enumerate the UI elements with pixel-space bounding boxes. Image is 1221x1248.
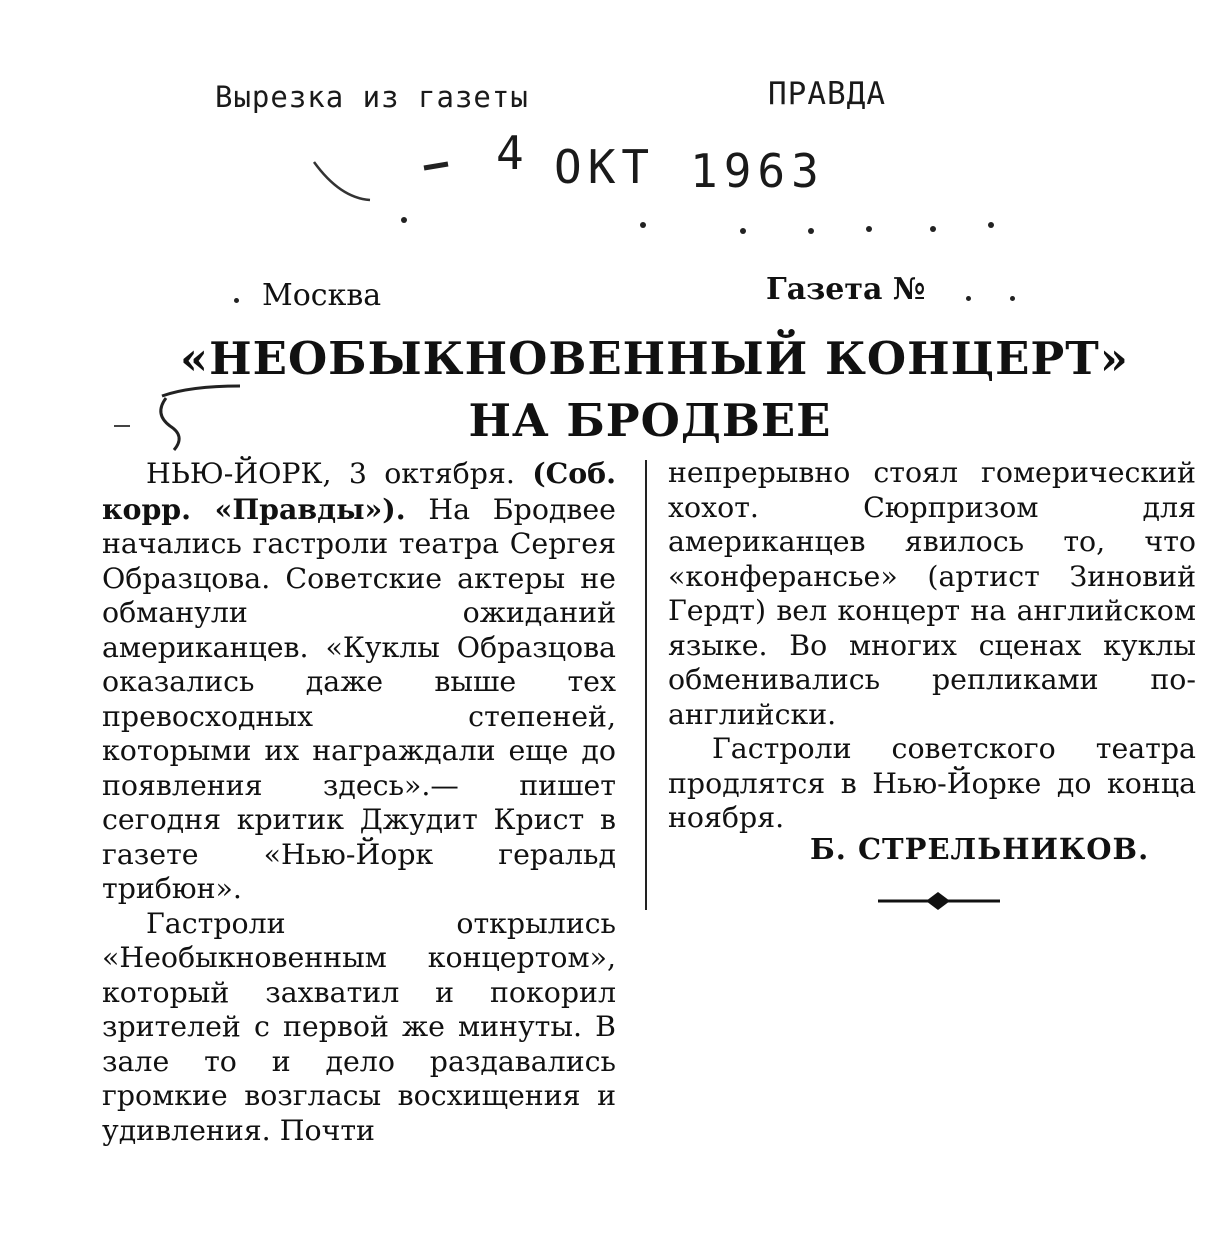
article-paragraph (102, 456, 616, 907)
stamp-year: 1963 (690, 144, 825, 198)
stamp-dot (988, 222, 994, 228)
city-dot (234, 298, 239, 303)
stamp-day: 4 (496, 126, 530, 180)
article-column-1 (102, 456, 616, 1148)
stamp-dot (866, 226, 872, 232)
article-title-line2: НА БРОДВЕЕ (468, 394, 832, 447)
stamp-dash-mark (300, 140, 460, 230)
gazeta-number-label: Газета № (766, 272, 926, 307)
date-stamp (300, 120, 1000, 240)
gazeta-dot (1010, 296, 1015, 301)
city-label: Москва (262, 278, 382, 313)
stamp-dot (640, 222, 646, 228)
paragraph-text: На Бродвее начались гастроли театра Сергея Образцова. Советские актеры не обманули ожиданий американцев. «Куклы Образцова оказались даже выше тех превосходных степеней, которыми их награждали еще до появления здесь».— пишет сегодня критик Джудит Крист в газете «Нью-Йорк геральд трибюн». (102, 492, 616, 905)
gazeta-dot (966, 296, 971, 301)
ornament-divider (874, 886, 1004, 916)
column-divider (645, 460, 647, 910)
stamp-month: ОКТ (554, 140, 656, 194)
handwritten-mark (100, 380, 280, 460)
newspaper-name: ПРАВДА (768, 76, 886, 112)
article-column-2 (668, 456, 1196, 836)
article-paragraph: Гастроли советского театра продлятся в Нью-Йорке до конца ноября. (668, 732, 1196, 834)
stamp-dot (930, 226, 936, 232)
clipping-label: Вырезка из газеты (215, 80, 529, 114)
article-title-line1: «НЕОБЫКНОВЕННЫЙ КОНЦЕРТ» (180, 332, 1129, 385)
stamp-dot (740, 228, 746, 234)
source-credit: (Соб. корр. «Правды»). (102, 456, 616, 526)
author-signature: Б. СТРЕЛЬНИКОВ. (810, 832, 1150, 866)
article-paragraph: непрерывно стоял гомерический хохот. Сюрпризом для американцев явилось то, что «конферансье» (артист Зиновий Гердт) вел концерт на английском языке. Во многих сценах куклы обменивались репликами по-английски. (668, 456, 1196, 731)
stamp-dot (808, 228, 814, 234)
article-paragraph: Гастроли открылись «Необыкновенным концертом», который захватил и покорил зрителей с первой же минуты. В зале то и дело раздавались громкие возгласы восхищения и удивления. Почти (102, 906, 616, 1147)
dateline: НЬЮ-ЙОРК, 3 октября. (146, 457, 515, 490)
